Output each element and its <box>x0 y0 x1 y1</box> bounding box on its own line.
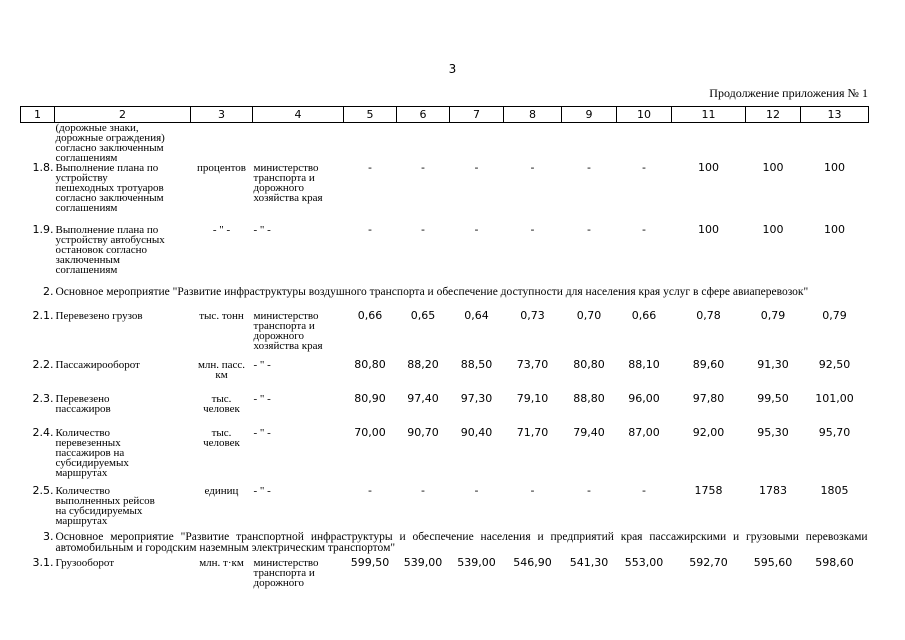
value-cell: 546,90 <box>513 556 552 569</box>
value-cell: 88,50 <box>460 358 493 371</box>
executor-cell: - " - <box>253 393 271 405</box>
value-cell: 90,40 <box>460 426 493 439</box>
value-cell: 100 <box>698 223 719 236</box>
section-title: Основное мероприятие "Развитие инфраструктуры воздушного транспорта и обеспечение доступности для населения края услуг в сфере авиаперевозок" <box>55 286 809 298</box>
row-number <box>21 123 55 164</box>
value-cell: 0,66 <box>631 309 657 322</box>
value-cell: - <box>587 161 591 174</box>
col-header: 12 <box>746 107 801 123</box>
value-cell: 99,50 <box>757 392 789 405</box>
table-row <box>21 163 869 225</box>
value-cell: 541,30 <box>569 556 609 569</box>
indicator-name: Грузооборот <box>55 557 115 569</box>
value-cell: - <box>421 484 425 497</box>
value-cell <box>344 123 397 164</box>
executor-cell: - " - <box>253 359 271 371</box>
row-number: 2.1. <box>32 309 54 322</box>
value-cell: - <box>368 223 372 236</box>
continuation-note: Продолжение приложения № 1 <box>709 86 868 100</box>
table-row <box>21 394 869 428</box>
section-row <box>21 287 869 311</box>
value-cell: - <box>530 484 535 497</box>
value-cell: 0,65 <box>410 309 436 322</box>
executor-cell <box>253 123 344 164</box>
col-header: 13 <box>801 107 869 123</box>
value-cell: 92,50 <box>818 358 851 371</box>
table-row <box>21 360 869 394</box>
row-number: 2. <box>43 285 54 298</box>
value-cell: 0,78 <box>696 309 721 322</box>
value-cell <box>504 123 562 164</box>
col-header: 6 <box>397 107 450 123</box>
unit-cell: тыс. человек <box>203 393 240 415</box>
table-row <box>21 123 869 164</box>
unit-cell: тыс. тонн <box>199 310 244 322</box>
value-cell: 80,80 <box>573 358 605 371</box>
unit-cell: млн. т·км <box>199 557 244 569</box>
value-cell: 553,00 <box>624 556 664 569</box>
executor-cell: министерство транспорта и дорожного хозяйства края <box>253 310 323 352</box>
value-cell: - <box>642 484 646 497</box>
value-cell <box>397 123 450 164</box>
value-cell: 80,80 <box>354 358 386 371</box>
value-cell <box>672 123 746 164</box>
value-cell: 539,00 <box>457 556 496 569</box>
value-cell: - <box>642 223 646 236</box>
value-cell <box>801 123 869 164</box>
row-number: 3.1. <box>32 556 54 569</box>
unit-cell: единиц <box>204 485 239 497</box>
value-cell: 1758 <box>694 484 723 497</box>
col-header: 3 <box>191 107 253 123</box>
value-cell <box>617 123 672 164</box>
value-cell: 88,20 <box>407 358 439 371</box>
value-cell: 599,50 <box>350 556 390 569</box>
value-cell: 97,80 <box>692 392 725 405</box>
value-cell: 0,73 <box>520 309 545 322</box>
indicators-table <box>20 106 869 598</box>
value-cell: 92,00 <box>692 426 725 439</box>
value-cell: 0,64 <box>464 309 489 322</box>
indicator-name: Перевезено грузов <box>55 310 143 322</box>
value-cell: 101,00 <box>815 392 854 405</box>
col-header: 8 <box>504 107 562 123</box>
value-cell: - <box>530 161 535 174</box>
value-cell: 73,70 <box>516 358 549 371</box>
executor-cell: министерство транспорта и дорожного хозяйства края <box>253 162 323 204</box>
unit-cell: тыс. человек <box>203 427 240 449</box>
row-number: 3. <box>43 530 54 543</box>
value-cell: - <box>642 161 646 174</box>
value-cell: 79,40 <box>573 426 605 439</box>
value-cell: 95,70 <box>818 426 851 439</box>
value-cell: - <box>421 223 425 236</box>
value-cell: 0,79 <box>822 309 847 322</box>
value-cell: 0,79 <box>760 309 786 322</box>
value-cell: 95,30 <box>757 426 789 439</box>
row-number: 1.9. <box>32 223 54 236</box>
executor-cell: - " - <box>253 485 271 497</box>
value-cell: 91,30 <box>757 358 789 371</box>
value-cell: 97,30 <box>460 392 493 405</box>
value-cell: 1783 <box>759 484 787 497</box>
col-header: 1 <box>21 107 55 123</box>
value-cell: 100 <box>762 161 784 174</box>
value-cell: 598,60 <box>815 556 854 569</box>
section-title: Основное мероприятие "Развитие транспортной инфраструктуры и обеспечение населения и предприятий края пассажирскими и грузовыми перевозками автомобильным и городским наземным электрическим транспортом" <box>55 531 868 554</box>
col-header: 11 <box>672 107 746 123</box>
value-cell: 100 <box>762 223 784 236</box>
value-cell: - <box>530 223 535 236</box>
indicator-name: Пассажирооборот <box>55 359 140 371</box>
page-number: 3 <box>448 62 457 76</box>
unit-cell: млн. пасс. км <box>197 359 246 381</box>
table-row <box>21 311 869 360</box>
value-cell <box>746 123 801 164</box>
value-cell <box>450 123 504 164</box>
value-cell: 79,10 <box>516 392 549 405</box>
section-row <box>21 532 869 558</box>
col-header: 7 <box>450 107 504 123</box>
value-cell: - <box>587 484 591 497</box>
table-row <box>21 486 869 532</box>
value-cell: 100 <box>824 223 845 236</box>
value-cell: 1805 <box>820 484 849 497</box>
value-cell: - <box>368 484 372 497</box>
value-cell: 71,70 <box>516 426 549 439</box>
unit-cell: - " - <box>212 224 231 236</box>
executor-cell: министерство транспорта и дорожного <box>253 557 319 589</box>
col-header: 4 <box>253 107 344 123</box>
row-number: 2.2. <box>32 358 54 371</box>
col-header: 5 <box>344 107 397 123</box>
unit-cell: процентов <box>197 162 246 174</box>
row-number: 2.3. <box>32 392 54 405</box>
value-cell: 87,00 <box>628 426 660 439</box>
table-row <box>21 558 869 598</box>
value-cell: 80,90 <box>354 392 386 405</box>
col-header: 2 <box>55 107 191 123</box>
indicator-name: Выполнение плана по устройству пешеходных тротуаров согласно заключенным соглашениям <box>55 162 164 214</box>
value-cell: 592,70 <box>689 556 728 569</box>
indicator-name: (дорожные знаки, дорожные ограждения) согласно заключенным соглашениям <box>55 122 165 164</box>
value-cell: - <box>474 161 479 174</box>
row-number: 2.5. <box>32 484 54 497</box>
value-cell: 96,00 <box>628 392 660 405</box>
value-cell: 539,00 <box>403 556 443 569</box>
value-cell: 89,60 <box>692 358 725 371</box>
indicator-name: Количество перевезенных пассажиров на субсидируемых маршрутах <box>55 427 129 479</box>
value-cell: 70,00 <box>354 426 386 439</box>
indicator-name: Выполнение плана по устройству автобусных остановок согласно заключенным соглашениям <box>55 224 165 276</box>
value-cell: 595,60 <box>753 556 793 569</box>
table-row <box>21 225 869 287</box>
value-cell <box>562 123 617 164</box>
unit-cell <box>191 123 253 164</box>
value-cell: - <box>421 161 425 174</box>
row-number: 2.4. <box>32 426 54 439</box>
value-cell: 88,80 <box>573 392 605 405</box>
value-cell: 0,70 <box>576 309 602 322</box>
indicator-name: Перевезено пассажиров <box>55 393 111 415</box>
col-header: 10 <box>617 107 672 123</box>
table-row <box>21 428 869 486</box>
value-cell: 100 <box>824 161 845 174</box>
executor-cell: - " - <box>253 427 271 439</box>
value-cell: - <box>587 223 591 236</box>
header-row <box>21 107 869 123</box>
executor-cell: - " - <box>253 224 271 236</box>
value-cell: 100 <box>698 161 719 174</box>
value-cell: - <box>368 161 372 174</box>
row-number: 1.8. <box>32 161 54 174</box>
value-cell: 0,66 <box>357 309 383 322</box>
value-cell: 88,10 <box>628 358 660 371</box>
col-header: 9 <box>562 107 617 123</box>
value-cell: 90,70 <box>407 426 439 439</box>
value-cell: - <box>474 223 479 236</box>
value-cell: 97,40 <box>407 392 439 405</box>
indicator-name: Количество выполненных рейсов на субсидируемых маршрутах <box>55 485 155 527</box>
value-cell: - <box>474 484 479 497</box>
